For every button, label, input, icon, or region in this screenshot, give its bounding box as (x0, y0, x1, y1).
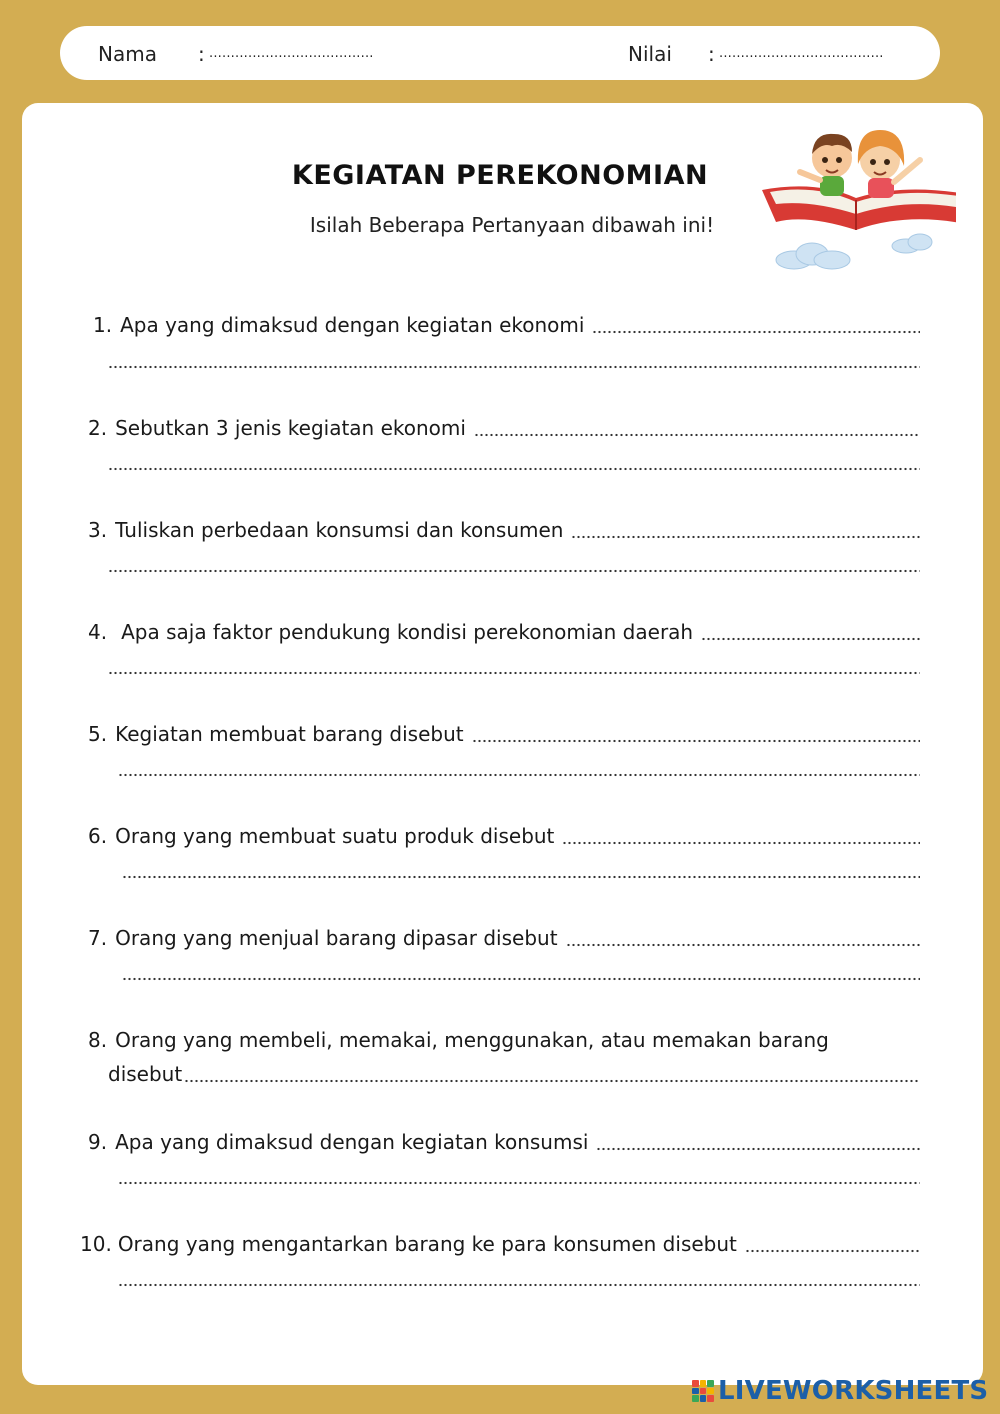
page-subtitle: Isilah Beberapa Pertanyaan dibawah ini! (309, 213, 715, 237)
answer-line[interactable] (118, 1180, 920, 1186)
question-6 (88, 824, 920, 852)
question-number: 2. (88, 416, 108, 440)
question-text: Tuliskan perbedaan konsumsi dan konsumen (115, 518, 564, 542)
answer-field[interactable] (184, 1078, 920, 1084)
answer-line[interactable] (108, 364, 920, 370)
question-number: 10. (80, 1232, 112, 1256)
question-1 (93, 313, 920, 341)
question-number: 5. (88, 722, 108, 746)
liveworksheets-logo-icon (692, 1380, 714, 1402)
answer-field[interactable] (592, 329, 920, 335)
answer-field[interactable] (566, 942, 920, 948)
kids-on-flying-book-illustration (756, 118, 956, 278)
question-number: 7. (88, 926, 108, 950)
question-2 (88, 416, 920, 444)
question-number: 9. (88, 1130, 108, 1154)
name-field[interactable]: ...................................... (209, 46, 374, 61)
question-number: 3. (88, 518, 108, 542)
liveworksheets-logo-text: LIVEWORKSHEETS (718, 1376, 989, 1406)
question-number: 6. (88, 824, 108, 848)
question-7 (88, 926, 920, 954)
question-number: 4. (88, 620, 108, 644)
question-text: Kegiatan membuat barang disebut (115, 722, 464, 746)
question-8 (88, 1028, 920, 1056)
question-8-continuation (108, 1062, 920, 1090)
question-text: Apa yang dimaksud dengan kegiatan ekonomi (120, 313, 585, 337)
answer-field[interactable] (701, 636, 920, 642)
answer-field[interactable] (472, 738, 920, 744)
question-text: Orang yang membeli, memakai, menggunakan, atau memakan barang (115, 1028, 829, 1052)
question-text: Apa yang dimaksud dengan kegiatan konsumsi (115, 1130, 589, 1154)
page-title: KEGIATAN PEREKONOMIAN (291, 160, 709, 191)
question-text: Orang yang membuat suatu produk disebut (115, 824, 555, 848)
name-colon: : (198, 42, 205, 66)
question-text: Orang yang mengantarkan barang ke para konsumen disebut (117, 1232, 737, 1256)
score-field[interactable]: ...................................... (719, 46, 884, 61)
question-4 (88, 620, 920, 648)
answer-field[interactable] (562, 840, 920, 846)
answer-line[interactable] (108, 568, 920, 574)
question-text: Apa saja faktor pendukung kondisi perekonomian daerah (121, 620, 694, 644)
answer-line[interactable] (118, 772, 920, 778)
answer-line[interactable] (108, 670, 920, 676)
question-text-continuation: disebut (108, 1062, 183, 1086)
answer-line[interactable] (122, 874, 920, 880)
score-label: Nilai (628, 42, 672, 66)
question-5 (88, 722, 920, 750)
answer-line[interactable] (118, 1282, 920, 1288)
question-3 (88, 518, 920, 546)
answer-field[interactable] (571, 534, 920, 540)
answer-field[interactable] (745, 1248, 920, 1254)
question-text: Sebutkan 3 jenis kegiatan ekonomi (115, 416, 466, 440)
question-9 (88, 1130, 920, 1158)
question-number: 1. (93, 313, 113, 337)
name-label: Nama (98, 42, 157, 66)
answer-field[interactable] (596, 1146, 920, 1152)
question-number: 8. (88, 1028, 108, 1052)
liveworksheets-logo[interactable] (692, 1376, 988, 1406)
answer-line[interactable] (122, 976, 920, 982)
answer-field[interactable] (474, 432, 920, 438)
question-10 (80, 1232, 920, 1260)
student-info-bar (60, 26, 940, 80)
score-colon: : (708, 42, 715, 66)
question-text: Orang yang menjual barang dipasar disebut (115, 926, 558, 950)
answer-line[interactable] (108, 466, 920, 472)
